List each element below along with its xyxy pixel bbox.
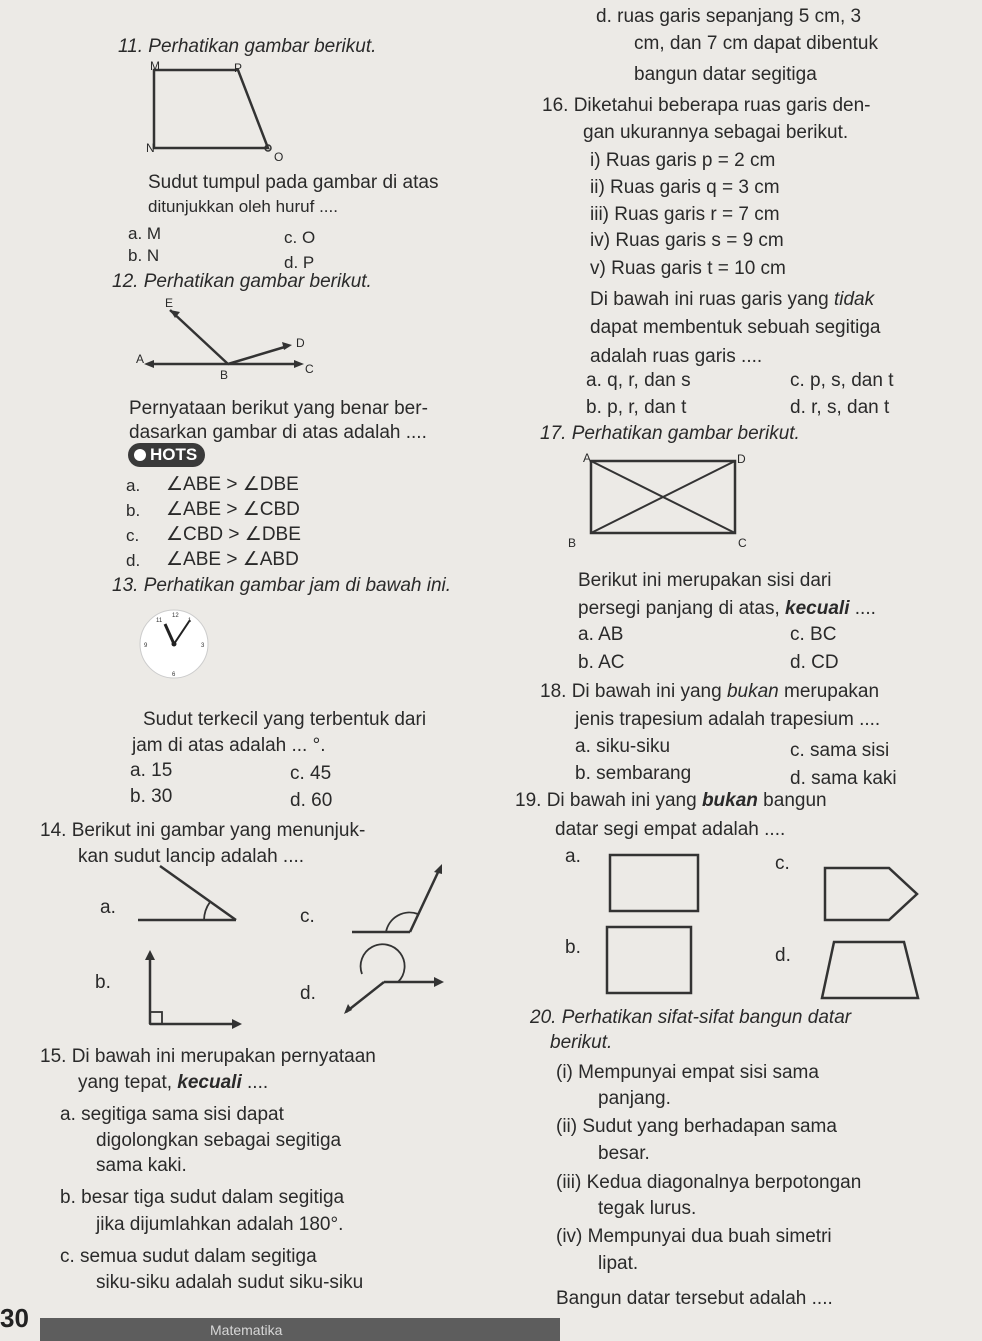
q17-option-a[interactable]: a. AB [578,624,624,645]
q11-option-b[interactable]: b. N [128,246,160,265]
q16-line-3: adalah ruas garis .... [590,346,763,367]
q19-rectangle-figure [605,925,697,997]
q17-line-1: Berikut ini merupakan sisi dari [578,570,832,591]
q15-stem-2-end: .... [241,1072,269,1093]
q19-pentagon-figure [823,866,923,924]
q17-option-b[interactable]: b. AC [578,652,625,673]
q17-label-b: B [568,536,577,550]
q16-item-iv: iv) Ruas garis s = 9 cm [590,230,784,251]
q15-kecuali: kecuali [177,1072,242,1093]
q12-label-d: D [296,336,305,350]
q12-option-d-letter: d. [126,551,141,570]
q13-stem: 13. Perhatikan gambar jam di bawah ini. [112,575,452,596]
q15-option-c-1[interactable]: c. semua sudut dalam segitiga [60,1246,317,1267]
q15-option-d-3: bangun datar segitiga [634,64,817,85]
q15-option-a-1[interactable]: a. segitiga sama sisi dapat [60,1104,284,1125]
q16-line-1-text: Di bawah ini ruas garis yang [590,289,834,310]
q14-angle-c-figure [350,858,450,938]
q11-stem: 11. Perhatikan gambar berikut. [118,36,377,57]
q16-option-a[interactable]: a. q, r, dan s [586,370,691,391]
q19-option-c[interactable]: c. [775,853,790,874]
q15-option-b-1[interactable]: b. besar tiga sudut dalam segitiga [60,1187,345,1208]
q14-stem-1: 14. Berikut ini gambar yang menunjuk- [40,820,366,841]
q11-option-a[interactable]: a. M [128,224,162,243]
q12-option-b[interactable]: ∠ABE > ∠CBD [166,499,300,520]
q12-label-a: A [136,352,145,366]
svg-text:3: 3 [201,643,205,649]
q15-option-a-2: digolongkan sebagai segitiga [96,1130,342,1151]
q18-stem-2: jenis trapesium adalah trapesium .... [575,709,881,730]
footer-book-title: Matematika [210,1322,283,1338]
q17-label-c: C [738,536,747,550]
q17-kecuali: kecuali [785,598,850,619]
q19-option-a[interactable]: a. [565,846,581,867]
q16-option-b[interactable]: b. p, r, dan t [586,397,687,418]
q20-item-iii-1: (iii) Kedua diagonalnya berpotongan [556,1172,862,1193]
q19-stem-1-end: bangun [757,790,827,811]
q11-line2: ditunjukkan oleh huruf .... [148,197,338,216]
q14-option-d[interactable]: d. [300,983,316,1004]
q12-option-c-letter: c. [126,526,140,545]
q14-stem-2: kan sudut lancip adalah .... [78,846,305,867]
q18-stem-1-end: merupakan [778,681,880,702]
q11-option-c[interactable]: c. O [284,228,316,247]
q15-option-b-2: jika dijumlahkan adalah 180°. [96,1214,344,1235]
q20-stem-1: 20. Perhatikan sifat-sifat bangun datar [530,1007,852,1028]
q16-option-c[interactable]: c. p, s, dan t [790,370,894,391]
q20-item-iv-1: (iv) Mempunyai dua buah simetri [556,1226,832,1247]
hots-badge: HOTS [128,443,205,467]
q17-line-2 [578,598,876,620]
q19-trapezoid-figure [820,940,930,1002]
q14-option-b[interactable]: b. [95,972,111,993]
q11-label-p: P [234,61,243,75]
q18-option-a[interactable]: a. siku-siku [575,736,671,757]
q19-bukan: bukan [701,790,758,811]
q14-option-a[interactable]: a. [100,897,116,918]
q17-label-d: D [737,452,746,466]
q19-option-d[interactable]: d. [775,945,791,966]
q12-label-b: B [220,368,229,382]
q15-stem-2 [78,1072,268,1094]
q17-line-2-end: .... [849,598,876,619]
q17-label-a: A [583,451,592,465]
q12-line1: Pernyataan berikut yang benar ber- [129,398,428,419]
q20-item-ii-2: besar. [598,1143,650,1164]
q12-option-a-letter: a. [126,476,141,495]
q11-label-o: O [274,150,284,164]
q12-option-b-letter: b. [126,501,141,520]
q15-option-a-3: sama kaki. [96,1155,187,1176]
q16-option-d[interactable]: d. r, s, dan t [790,397,890,418]
q14-angle-b-figure [130,948,250,1028]
q15-stem-1: 15. Di bawah ini merupakan pernyataan [40,1046,376,1067]
q13-option-a[interactable]: a. 15 [130,760,173,781]
q18-stem-1-text: 18. Di bawah ini yang [540,681,727,702]
q20-closing: Bangun datar tersebut adalah .... [556,1288,833,1309]
q20-item-iv-2: lipat. [598,1253,639,1274]
q13-clock-figure [136,606,216,686]
svg-text:1: 1 [188,618,192,624]
q13-line2: jam di atas adalah ... °. [132,735,326,756]
q12-label-e: E [165,296,174,310]
q16-line-2: dapat membentuk sebuah segitiga [590,317,881,338]
q17-rectangle-figure [585,455,745,540]
q12-option-c[interactable]: ∠CBD > ∠DBE [166,524,301,545]
svg-text:6: 6 [172,672,176,678]
q18-stem-1 [540,681,879,703]
svg-text:12: 12 [172,613,179,619]
q13-line1: Sudut terkecil yang terbentuk dari [143,709,427,730]
svg-text:9: 9 [144,643,148,649]
q20-item-i-1: (i) Mempunyai empat sisi sama [556,1062,819,1083]
q20-item-iii-2: tegak lurus. [598,1198,697,1219]
q11-label-m: M [150,59,160,73]
q11-line1: Sudut tumpul pada gambar di atas [148,172,439,193]
q16-item-ii: ii) Ruas garis q = 3 cm [590,177,780,198]
q18-bukan: bukan [726,681,779,702]
q12-label-c: C [305,362,314,376]
footer-bar [40,1318,560,1341]
q19-stem-2: datar segi empat adalah .... [555,819,786,840]
q17-stem: 17. Perhatikan gambar berikut. [540,423,800,444]
q19-stem-1-text: 19. Di bawah ini yang [515,790,702,811]
q14-angle-a-figure [130,858,250,928]
q12-line2: dasarkan gambar di atas adalah .... [129,422,427,443]
q12-option-d[interactable]: ∠ABE > ∠ABD [166,549,299,570]
q16-line-1 [590,289,874,311]
q13-option-d[interactable]: d. 60 [290,790,333,811]
svg-text:11: 11 [156,618,163,624]
q13-option-c[interactable]: c. 45 [290,763,332,784]
q20-item-i-2: panjang. [598,1088,671,1109]
q14-angle-d-figure [340,958,450,1018]
q15-option-d-1[interactable]: d. ruas garis sepanjang 5 cm, 3 [596,6,862,27]
q15-stem-2-text: yang tepat, [78,1072,178,1093]
q17-option-c[interactable]: c. BC [790,624,837,645]
q16-tidak: tidak [833,289,875,310]
q16-item-iii: iii) Ruas garis r = 7 cm [590,204,780,225]
q13-option-b[interactable]: b. 30 [130,786,173,807]
q19-option-b[interactable]: b. [565,937,581,958]
q11-option-d[interactable]: d. P [284,253,315,272]
q20-item-ii-1: (ii) Sudut yang berhadapan sama [556,1116,837,1137]
q18-option-c[interactable]: c. sama sisi [790,740,890,761]
q12-stem: 12. Perhatikan gambar berikut. [112,271,372,292]
page-number: 30 [0,1303,29,1333]
q11-label-n: N [146,141,155,155]
q15-option-d-2: cm, dan 7 cm dapat dibentuk [634,33,878,54]
q16-item-i: i) Ruas garis p = 2 cm [590,150,776,171]
q16-stem-2: gan ukurannya sebagai berikut. [583,122,849,143]
q17-line-2-text: persegi panjang di atas, [578,598,786,619]
q19-stem-1 [515,790,827,812]
q16-stem-1: 16. Diketahui beberapa ruas garis den- [542,95,871,116]
q16-item-v: v) Ruas garis t = 10 cm [590,258,786,279]
q18-option-d[interactable]: d. sama kaki [790,768,897,789]
q12-option-a[interactable]: ∠ABE > ∠DBE [166,474,299,495]
q20-stem-2: berikut. [550,1032,613,1053]
q14-option-c[interactable]: c. [300,906,315,927]
q17-option-d[interactable]: d. CD [790,652,839,673]
q18-option-b[interactable]: b. sembarang [575,763,692,784]
q19-square-figure [608,853,704,915]
q15-option-c-2: siku-siku adalah sudut siku-siku [96,1272,364,1293]
